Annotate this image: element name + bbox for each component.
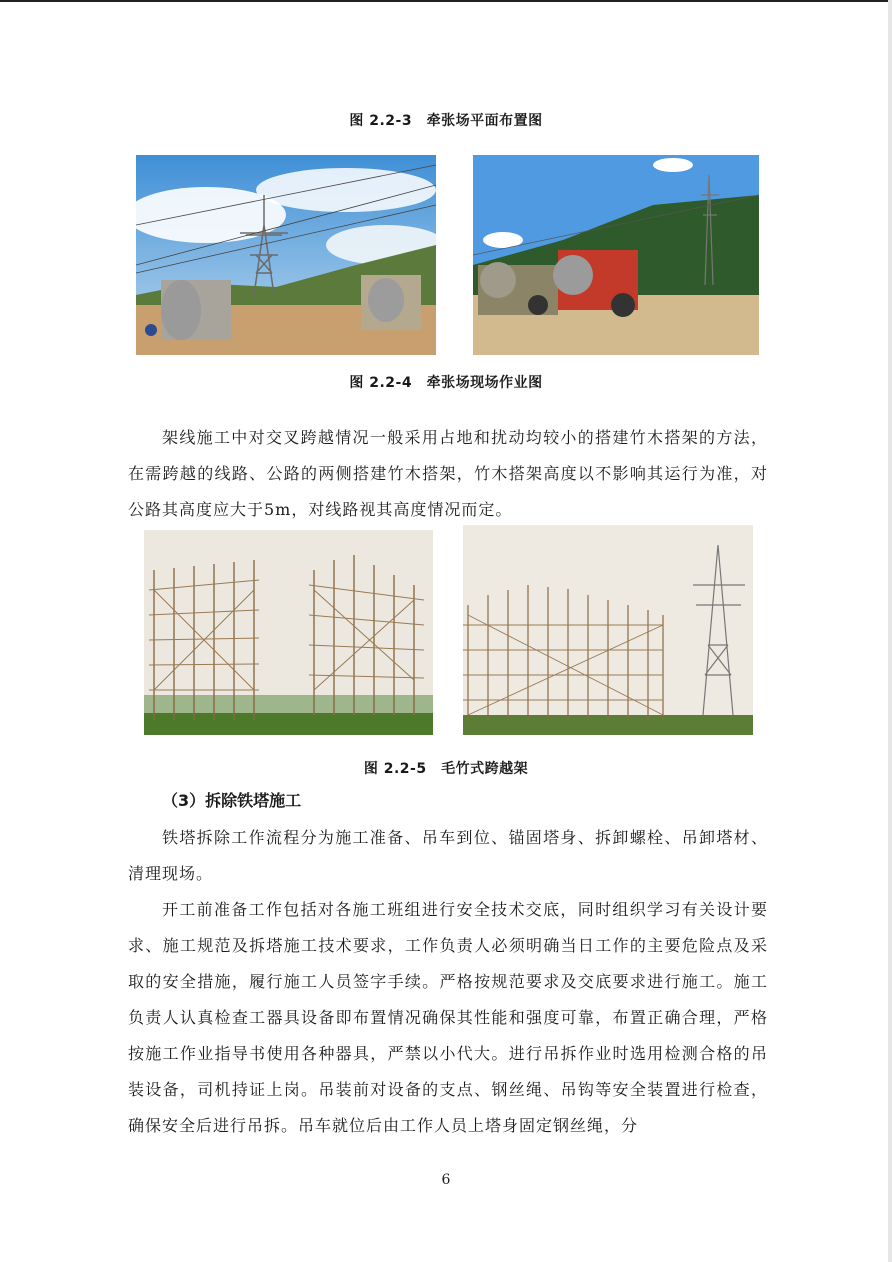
figure-2-2-5-caption: 图 2.2-5 毛竹式跨越架 [363, 761, 529, 777]
paragraph-preparation-work: 开工前准备工作包括对各施工班组进行安全技术交底，同时组织学习有关设计要求、施工规范及拆塔施工技术要求，工作负责人必须明确当日工作的主要危险点及采取的安全措施，履行施工人员签字手续。严格按规范要求及交底要求进行施工。施工负责人认真检查工器具设备即布置情况确保其性能和强度可靠，布置正确合理，严格按施工作业指导书使用各种器具，严禁以小代大。进行吊拆作业时选用检测合格的吊装设备，司机持证上岗。吊装前对设备的支点、钢丝绳、吊钩等安全装置进行检查，确保安全后进行吊拆。吊车就位后由工作人员上塔身固定钢丝绳，分 [128, 900, 768, 1135]
bamboo-frame-photo-left [144, 530, 433, 735]
paragraph-crossing-frame: 架线施工中对交叉跨越情况一般采用占地和扰动均较小的搭建竹木搭架的方法，在需跨越的线路、公路的两侧搭建竹木搭架，竹木搭架高度以不影响其运行为准，对公路其高度应大于5m，对线路视其高度情况而定。 [128, 428, 768, 519]
section-heading-tower-demolition: （3）拆除铁塔施工 [162, 791, 302, 810]
page-number: 6 [441, 1172, 451, 1188]
page-right-edge [888, 0, 892, 1262]
figure-2-2-4-caption: 图 2.2-4 牵张场现场作业图 [349, 375, 543, 391]
top-border-rule [0, 0, 892, 2]
tension-site-photo-right [473, 155, 759, 355]
tension-site-photo-left [136, 155, 436, 355]
bamboo-frame-photo-right [463, 525, 753, 735]
figure-2-2-3-caption: 图 2.2-3 牵张场平面布置图 [349, 113, 543, 129]
paragraph-demolition-workflow: 铁塔拆除工作流程分为施工准备、吊车到位、锚固塔身、拆卸螺栓、吊卸塔材、清理现场。 [128, 828, 768, 883]
